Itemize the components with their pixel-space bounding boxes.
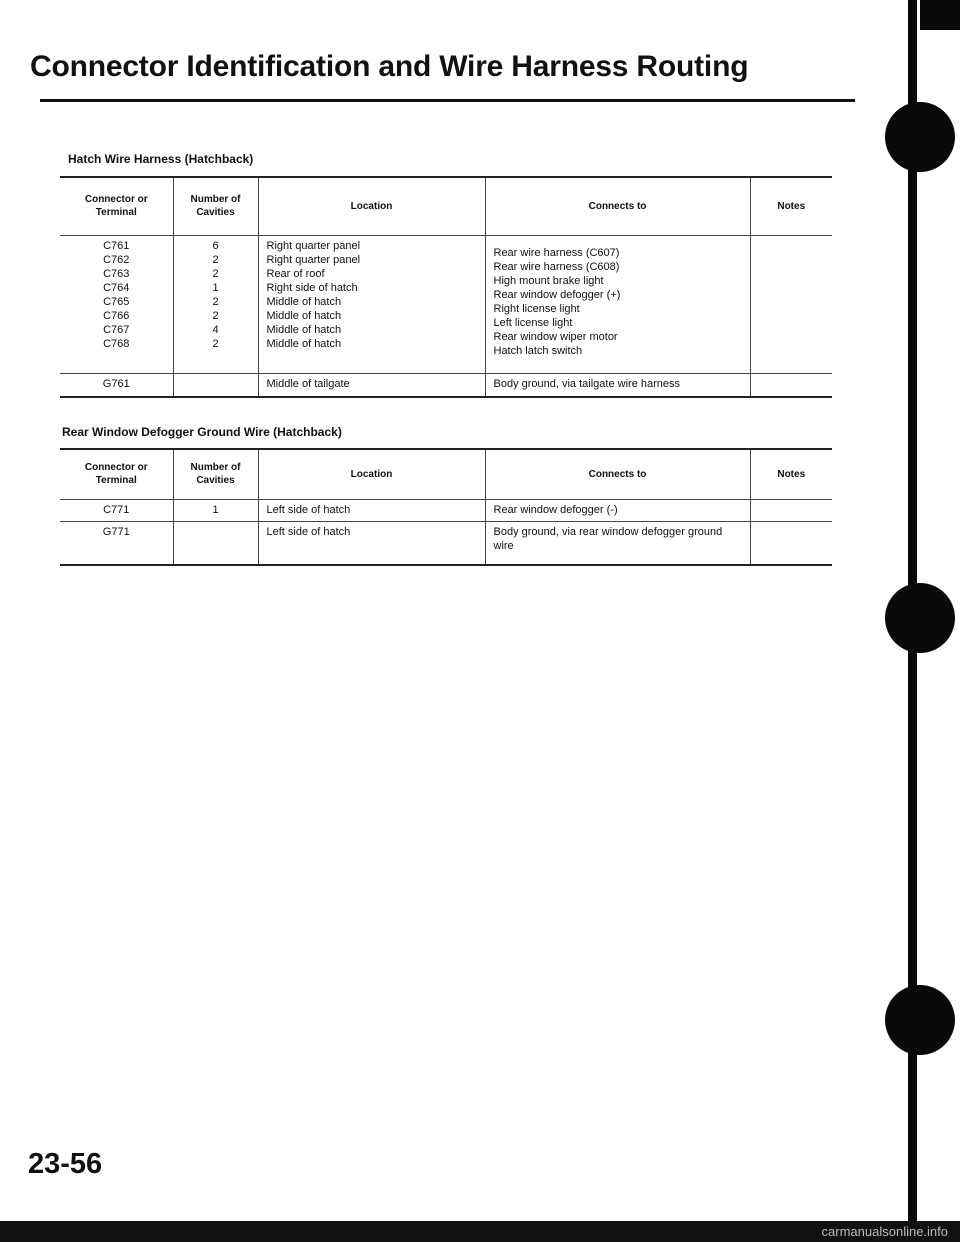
- connector-id: C762: [103, 253, 130, 266]
- notes-cell: [750, 235, 832, 373]
- cavity-count: 2: [212, 253, 219, 266]
- connector-cell: C771: [60, 499, 173, 521]
- connector-id: C761: [103, 239, 130, 252]
- notes-cell: [750, 373, 832, 397]
- location-cell: Middle of tailgate: [258, 373, 485, 397]
- table-header-row: [60, 449, 832, 499]
- connector-id: C764: [103, 281, 130, 294]
- header-connects-to: Connects to: [485, 177, 750, 235]
- bottom-bar: [0, 1221, 960, 1242]
- header-notes: Notes: [750, 449, 832, 499]
- location-text: Right quarter panel: [266, 239, 361, 252]
- cavities-cell: 1: [173, 499, 258, 521]
- location-text: Middle of hatch: [266, 337, 342, 350]
- connects-to-cell: Body ground, via rear window defogger ground wire: [485, 521, 750, 565]
- connects-to-text: Rear wire harness (C608): [493, 260, 620, 273]
- cavity-count: 2: [212, 267, 219, 280]
- connects-to-text: Right license light: [493, 302, 580, 315]
- header-cavities: Number of Cavities: [173, 449, 258, 499]
- notes-cell: [750, 499, 832, 521]
- location-text: Right side of hatch: [266, 281, 358, 294]
- header-location: Location: [258, 449, 485, 499]
- cavity-count: 1: [212, 281, 219, 294]
- table-header-row: [60, 177, 832, 235]
- connects-to-cell: Rear window defogger (-): [485, 499, 750, 521]
- page-number: 23-56: [28, 1148, 103, 1180]
- binding-top: [920, 0, 960, 30]
- table-row: [60, 521, 832, 565]
- watermark: carmanualsonline.info: [821, 1224, 948, 1239]
- header-cavities: Number of Cavities: [173, 177, 258, 235]
- connector-id: C765: [103, 295, 130, 308]
- location-text: Middle of hatch: [266, 323, 342, 336]
- notes-cell: [750, 521, 832, 565]
- cavities-cell: [173, 521, 258, 565]
- connects-to-text: High mount brake light: [493, 274, 604, 287]
- location-cell: [258, 235, 485, 373]
- header-location: Location: [258, 177, 485, 235]
- table-row: [60, 235, 832, 373]
- hatch-wire-harness-table: [60, 176, 832, 398]
- connects-to-text: Rear window wiper motor: [493, 330, 618, 343]
- connector-cell: G771: [60, 521, 173, 565]
- connector-cell: G761: [60, 373, 173, 397]
- connector-id: C767: [103, 323, 130, 336]
- location-cell: Left side of hatch: [258, 521, 485, 565]
- header-notes: Notes: [750, 177, 832, 235]
- location-text: Middle of hatch: [266, 309, 342, 322]
- binding-tab: [885, 583, 955, 653]
- location-text: Middle of hatch: [266, 295, 342, 308]
- section-title-hatch-wire-harness: Hatch Wire Harness (Hatchback): [68, 152, 254, 166]
- connects-to-text: Rear wire harness (C607): [493, 246, 620, 259]
- header-connects-to: Connects to: [485, 449, 750, 499]
- connector-id: C768: [103, 337, 130, 350]
- title-rule: [40, 99, 855, 102]
- cavity-count: 4: [212, 323, 219, 336]
- location-cell: Left side of hatch: [258, 499, 485, 521]
- cavities-cell: [173, 373, 258, 397]
- connects-to-text: Rear window defogger (+): [493, 288, 621, 301]
- header-connector: Connector or Terminal: [60, 449, 173, 499]
- page-title: Connector Identification and Wire Harness Routing: [30, 50, 749, 83]
- header-connector: Connector or Terminal: [60, 177, 173, 235]
- section-title-defogger-ground-wire: Rear Window Defogger Ground Wire (Hatchback): [62, 425, 342, 439]
- cavity-count: 2: [212, 309, 219, 322]
- connector-id: C763: [103, 267, 130, 280]
- cavity-count: 2: [212, 295, 219, 308]
- cavity-count: 2: [212, 337, 219, 350]
- defogger-ground-wire-table: [60, 448, 832, 566]
- table-row: [60, 499, 832, 521]
- location-text: Rear of roof: [266, 267, 325, 280]
- connects-to-text: Hatch latch switch: [493, 344, 583, 357]
- cavity-count: 6: [212, 239, 219, 252]
- connects-to-cell: Body ground, via tailgate wire harness: [485, 373, 750, 397]
- cavities-cell: [173, 235, 258, 373]
- connector-id: C766: [103, 309, 130, 322]
- connects-to-cell: [485, 235, 750, 373]
- connects-to-text: Left license light: [493, 316, 573, 329]
- table-row: [60, 373, 832, 397]
- location-text: Right quarter panel: [266, 253, 361, 266]
- binding-tab: [885, 102, 955, 172]
- binding-tab: [885, 985, 955, 1055]
- connector-cell: [60, 235, 173, 373]
